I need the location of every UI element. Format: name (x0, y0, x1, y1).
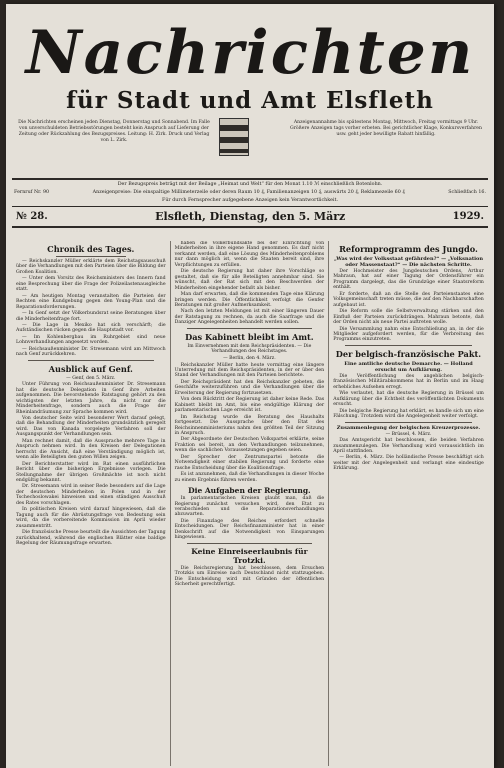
issue-number: № 28. (16, 211, 48, 222)
article-paragraph: Von dem Rücktritt der Regierung ist daher keine Rede. Das Kabinett bleibt im Amt, bis eine endgültige Klärung der parlamentarischen Lage erreicht ist. (174, 397, 325, 414)
article-subheading: „Was wird der Volksstaat gefährden?“ — „Volksnation oder Massenstaat?“ — Die nächsten Schritte. (333, 256, 484, 268)
phone-ad-notice: Für durch Fernsprecher aufgegebene Anzeigen kein Verantwortlichkeit. (162, 198, 338, 203)
divider (345, 345, 472, 346)
ad-prices: Anzeigenpreise: Die einspaltige Millimeterzeile oder deren Raum 10 ₰, Familienanzeigen 10 ₰, auswärts 20 ₰, Reklamezeile 60 ₰ (92, 190, 405, 195)
article-heading: Keine Einreiseerlaubnis für Trotzki. (191, 546, 308, 565)
article-paragraph: Der Berichterstatter wird im Rat einen ausführlichen Bericht über die bisherigen Ergebnisse vorlegen. Die Stellungnahme der übrigen Großmächte ist noch nicht endgültig bekannt. (16, 461, 166, 483)
article-paragraph: In parlamentarischen Kreisen glaubt man, daß die Regierung zunächst versuchen wird, den Etat zu verabschieden und die Reparationsverhandlungen abzuwarten. (174, 496, 325, 518)
column-3 (329, 241, 488, 766)
article-paragraph: Nach den letzten Meldungen ist mit einer längeren Dauer der Ratstagung zu rechnen, da auch die Saarfrage und die Danziger Angelegenheiten behandelt werden sollen. (174, 309, 325, 326)
masthead-info-row (6, 120, 494, 178)
article-body (333, 269, 484, 343)
article-paragraph: In politischen Kreisen wird darauf hingewiesen, daß die Tagung auch für die Abrüstungsfrage von Bedeutung sein wird, da die vorbereitende Kommission im April wieder zusammentritt. (16, 507, 166, 529)
article-body (16, 382, 166, 546)
divider (345, 422, 472, 423)
divider (187, 543, 313, 544)
article-subheading: — Genf, den 5. März. (66, 375, 116, 381)
article-dateline: — Brüssel, 4. März. (385, 431, 432, 437)
article-subheading: Eine amtliche deutsche Demarche. — Holland ersucht um Aufklärung. (344, 360, 473, 373)
article-body (175, 566, 325, 588)
subscription-notice: Der Bezugspreis beträgt mit der Beilage „Heimat und Welt“ für den Monat 1.10 ℳ einschließlich Botenlohn. (117, 182, 383, 187)
article-body (175, 496, 325, 541)
article-paragraph: Die Versammlung nahm eine Entschließung an, in der die Mitglieder aufgefordert werden, für die Verbreitung des Programms einzutreten. (333, 326, 484, 343)
article-paragraph: — Berlin, 4. März. Die holländische Presse beschäftigt sich weiter mit der Angelegenheit und verlangt eine eindeutige Erklärung. (333, 455, 484, 472)
article-paragraph: Der Abgeordnete der Deutschen Volkspartei erklärte, seine Fraktion sei bereit, an den Verhandlungen teilzunehmen, wenn die sachlichen Voraussetzungen gegeben seien. (174, 437, 325, 454)
article-heading: Zusammenlegung der belgischen Kreuzerprozesse. (336, 424, 481, 431)
coat-of-arms-icon (219, 118, 249, 156)
article-body (333, 374, 484, 420)
advertising-info: Anzeigenannahme bis spätestens Montag, Mittwoch, Freitag vormittags 9 Uhr. Größere Anzeigen tags vorher erbeten. Bei gerichtlicher Klage, Konkursverfahren usw. geht jeder bewilligte Rabatt hinfällig. (290, 120, 482, 137)
article-paragraph: Die Reform solle die Selbstverwaltung stärken und den Einfluß der Parteien zurückdrängen. Mahraun betonte, daß der Orden nicht als neue Partei auftreten wolle. (333, 309, 484, 326)
article-paragraph: — Reichsaußenminister Dr. Stresemann wird am Mittwoch nach Genf zurückkehren. (16, 346, 166, 358)
divider (12, 226, 488, 228)
article-paragraph: Der Hochmeister des Jungdeutschen Ordens, Arthur Mahraun, hat auf einer Tagung der Ordensführer ein Programm dargelegt, das die Grundzüge einer Staatsreform enthält. (333, 269, 484, 291)
divider (187, 328, 313, 329)
article-dateline: — Berlin, den 4. März. (223, 355, 276, 361)
article-paragraph: Die Finanzlage des Reiches erfordert schnelle Entscheidungen. Der Reichsfinanzminister hat in einer Denkschrift auf die Notwendigkeit von Einsparungen hingewiesen. (174, 518, 325, 541)
article-paragraph: — Am heutigen Montag veranstalten die Parteien der Rechten eine Kundgebung gegen den Young-Plan und die Reparationsforderungen. (16, 293, 166, 310)
article-body (333, 438, 484, 472)
article-paragraph: Es ist anzunehmen, daß die Verhandlungen in dieser Woche zu einem Ergebnis führen werden. (174, 472, 325, 483)
article-paragraph: Er forderte, daß an die Stelle des Parteienstaates eine Volksgemeinschaft treten müsse, die auf den Nachbarschaften aufgebaut ist. (333, 291, 484, 308)
article-paragraph: Die französische Presse beurteilt die Aussichten der Tagung zurückhaltend, während die englischen Blätter eine baldige Regelung der Räumungsfrage erwarten. (16, 530, 166, 546)
divider (56, 256, 126, 257)
article-paragraph: Von deutscher Seite wird besonderer Wert darauf gelegt, daß die Behandlung der Minderheiten grundsätzlich geregelt wird. Das von Kanada vorgelegte Verfahren soll der Ausgangspunkt der Verhandlungen sein. (16, 416, 166, 438)
article-paragraph: — Reichskanzler Müller erklärte dem Reichstagsausschuß über die Verhandlungen mit den Parteien über die Bildung der Großen Koalition. (16, 259, 166, 275)
article-heading: Der belgisch-französische Pakt. (335, 348, 482, 359)
article-paragraph: Die deutsche Regierung hat daher ihre Vorschläge so gestaltet, daß sie für alle Beteiligten annehmbar sind. Sie wünscht, daß der Rat sich mit den Beschwerden der Minderheiten eingehender befaßt als bisher. (174, 269, 325, 291)
article-paragraph: — In Genf setzt der Völkerbundsrat seine Beratungen über die Minderheitenfrage fort. (16, 311, 166, 322)
issue-date: Elsfleth, Dienstag, den 5. März (155, 210, 346, 223)
article-paragraph: Der Sprecher der Zentrumspartei betonte die Notwendigkeit einer stabilen Regierung und forderte eine rasche Entscheidung über die Koalitionsfrage. (174, 454, 325, 471)
article-paragraph: Im Reichstag wurde die Beratung des Haushalts fortgesetzt. Die Aussprache über den Etat des Reichsinnenministeriums nahm den größten Teil der Sitzung in Anspruch. (174, 414, 325, 437)
article-subheading: Im Einvernehmen mit dem Reichspräsidenten. — Die Verhandlungen des Reichstages. (187, 343, 312, 355)
dateline (6, 207, 494, 226)
article-paragraph: Der Reichspräsident hat den Reichskanzler gebeten, die Geschäfte weiterzuführen und die Verhandlungen über die Erweiterung der Regierung fortzusetzen. (174, 379, 325, 396)
article-paragraph: Die Veröffentlichung des angeblichen belgisch-französischen Militärabkommens hat in Berlin und im Haag erhebliches Aufsehen erregt. (333, 373, 484, 390)
article-paragraph: Unter Führung von Reichsaußenminister Dr. Stresemann hat die deutsche Delegation in Genf ihre Arbeiten aufgenommen. Die bevorstehende Ratstagung gehört zu den wichtigsten der letzten Jahre, da nicht nur die Minderheitenfrage, sondern auch die Frage der Rheinlandräumung zur Sprache kommen wird. (16, 382, 166, 415)
article-paragraph: — Die Lage in Mexiko hat sich verschärft; die Aufständischen rücken gegen die Hauptstadt vor. (16, 322, 166, 334)
column-2 (171, 241, 330, 766)
masthead-subtitle: für Stadt und Amt Elsfleth (66, 87, 434, 114)
phone-number: Fernruf Nr. 90 (14, 190, 50, 195)
article-heading: Das Kabinett bleibt im Amt. (185, 331, 314, 342)
article-paragraph: — Im Kohlenbergbau im Ruhrgebiet sind neue Lohnverhandlungen angesetzt worden. (16, 334, 166, 346)
article-heading: Chronik des Tages. (47, 244, 135, 254)
article-body (175, 363, 325, 484)
divider (28, 360, 154, 361)
article-paragraph: Dr. Stresemann wird in seiner Rede besonders auf die Lage der deutschen Minderheiten in Polen und in der Tschechoslowakei hinweisen und einen ständigen Ausschuß des Rates vorschlagen. (16, 484, 166, 506)
article-paragraph: Die belgische Regierung hat erklärt, es handle sich um eine Fälschung. Trotzdem wird die Angelegenheit weiter verfolgt. (333, 408, 484, 420)
post-box: Schließfach 16. (448, 190, 486, 195)
article-heading: Reformprogramm des Jungdo. (339, 244, 478, 254)
article-heading: Die Aufgaben der Regierung. (188, 486, 311, 496)
article-heading: Ausblick auf Genf. (48, 363, 133, 374)
article-body (175, 241, 325, 326)
article-paragraph: Man rechnet damit, daß die Aussprache mehrere Tage in Anspruch nehmen wird. In den Kreisen der Delegationen herrscht die Ansicht, daß eine Verständigung möglich ist, wenn alle Beteiligten den guten Willen zeigen. (16, 438, 166, 461)
article-paragraph: haben die Völkerbundsakte bei der Einrichtung von Minderheiten in ihre eigene Hand genommen. Es darf nicht verkannt werden, daß eine Lösung des Minderheitenproblems nur dann möglich ist, wenn die Staaten bereit sind, ihre Verpflichtungen zu erfüllen. (174, 241, 325, 268)
column-1 (12, 241, 171, 766)
article-paragraph: Das Amtsgericht hat beschlossen, die beiden Verfahren zusammenzulegen. Die Verhandlung wird voraussichtlich im April stattfinden. (333, 438, 484, 455)
article-paragraph: Reichskanzler Müller hatte heute vormittag eine längere Unterredung mit dem Reichspräsidenten, in der er über den Stand der Verhandlungen mit den Parteien berichtete. (174, 362, 325, 379)
newspaper-page (6, 4, 494, 768)
masthead-title: Nachrichten (25, 18, 475, 88)
issue-year: 1929. (452, 211, 484, 222)
article-paragraph: — Unter dem Vorsitz des Reichsministers des Innern fand eine Besprechung über die Frage der Polizeilastenausgleiche statt. (16, 276, 166, 293)
article-body (16, 259, 166, 358)
article-paragraph: Die Reichsregierung hat beschlossen, dem Ersuchen Trotzkis um Einreise nach Deutschland nicht stattzugeben. Die Entscheidung wird mit Gründen der öffentlichen Sicherheit gerechtfertigt. (174, 565, 325, 588)
publication-info: Die Nachrichten erscheinen jeden Dienstag, Donnerstag und Sonnabend. Im Falle von unverschuldeten Betriebsstörungen besteht kein Anspruch auf Lieferung der Zeitung oder Rückzahlung des Bezugspreises. Leitung: H. Zirk. Druck und Verlag von L. Zirk. (18, 120, 210, 143)
article-paragraph: Wie verlautet, hat die deutsche Regierung in Brüssel um Aufklärung über die Echtheit des veröffentlichten Dokuments ersucht. (333, 391, 484, 408)
article-paragraph: Man darf erwarten, daß die kommenden Tage eine Klärung bringen werden. Die Öffentlichkeit verfolgt die Genfer Beratungen mit großer Aufmerksamkeit. (174, 292, 325, 308)
article-columns (12, 241, 488, 766)
